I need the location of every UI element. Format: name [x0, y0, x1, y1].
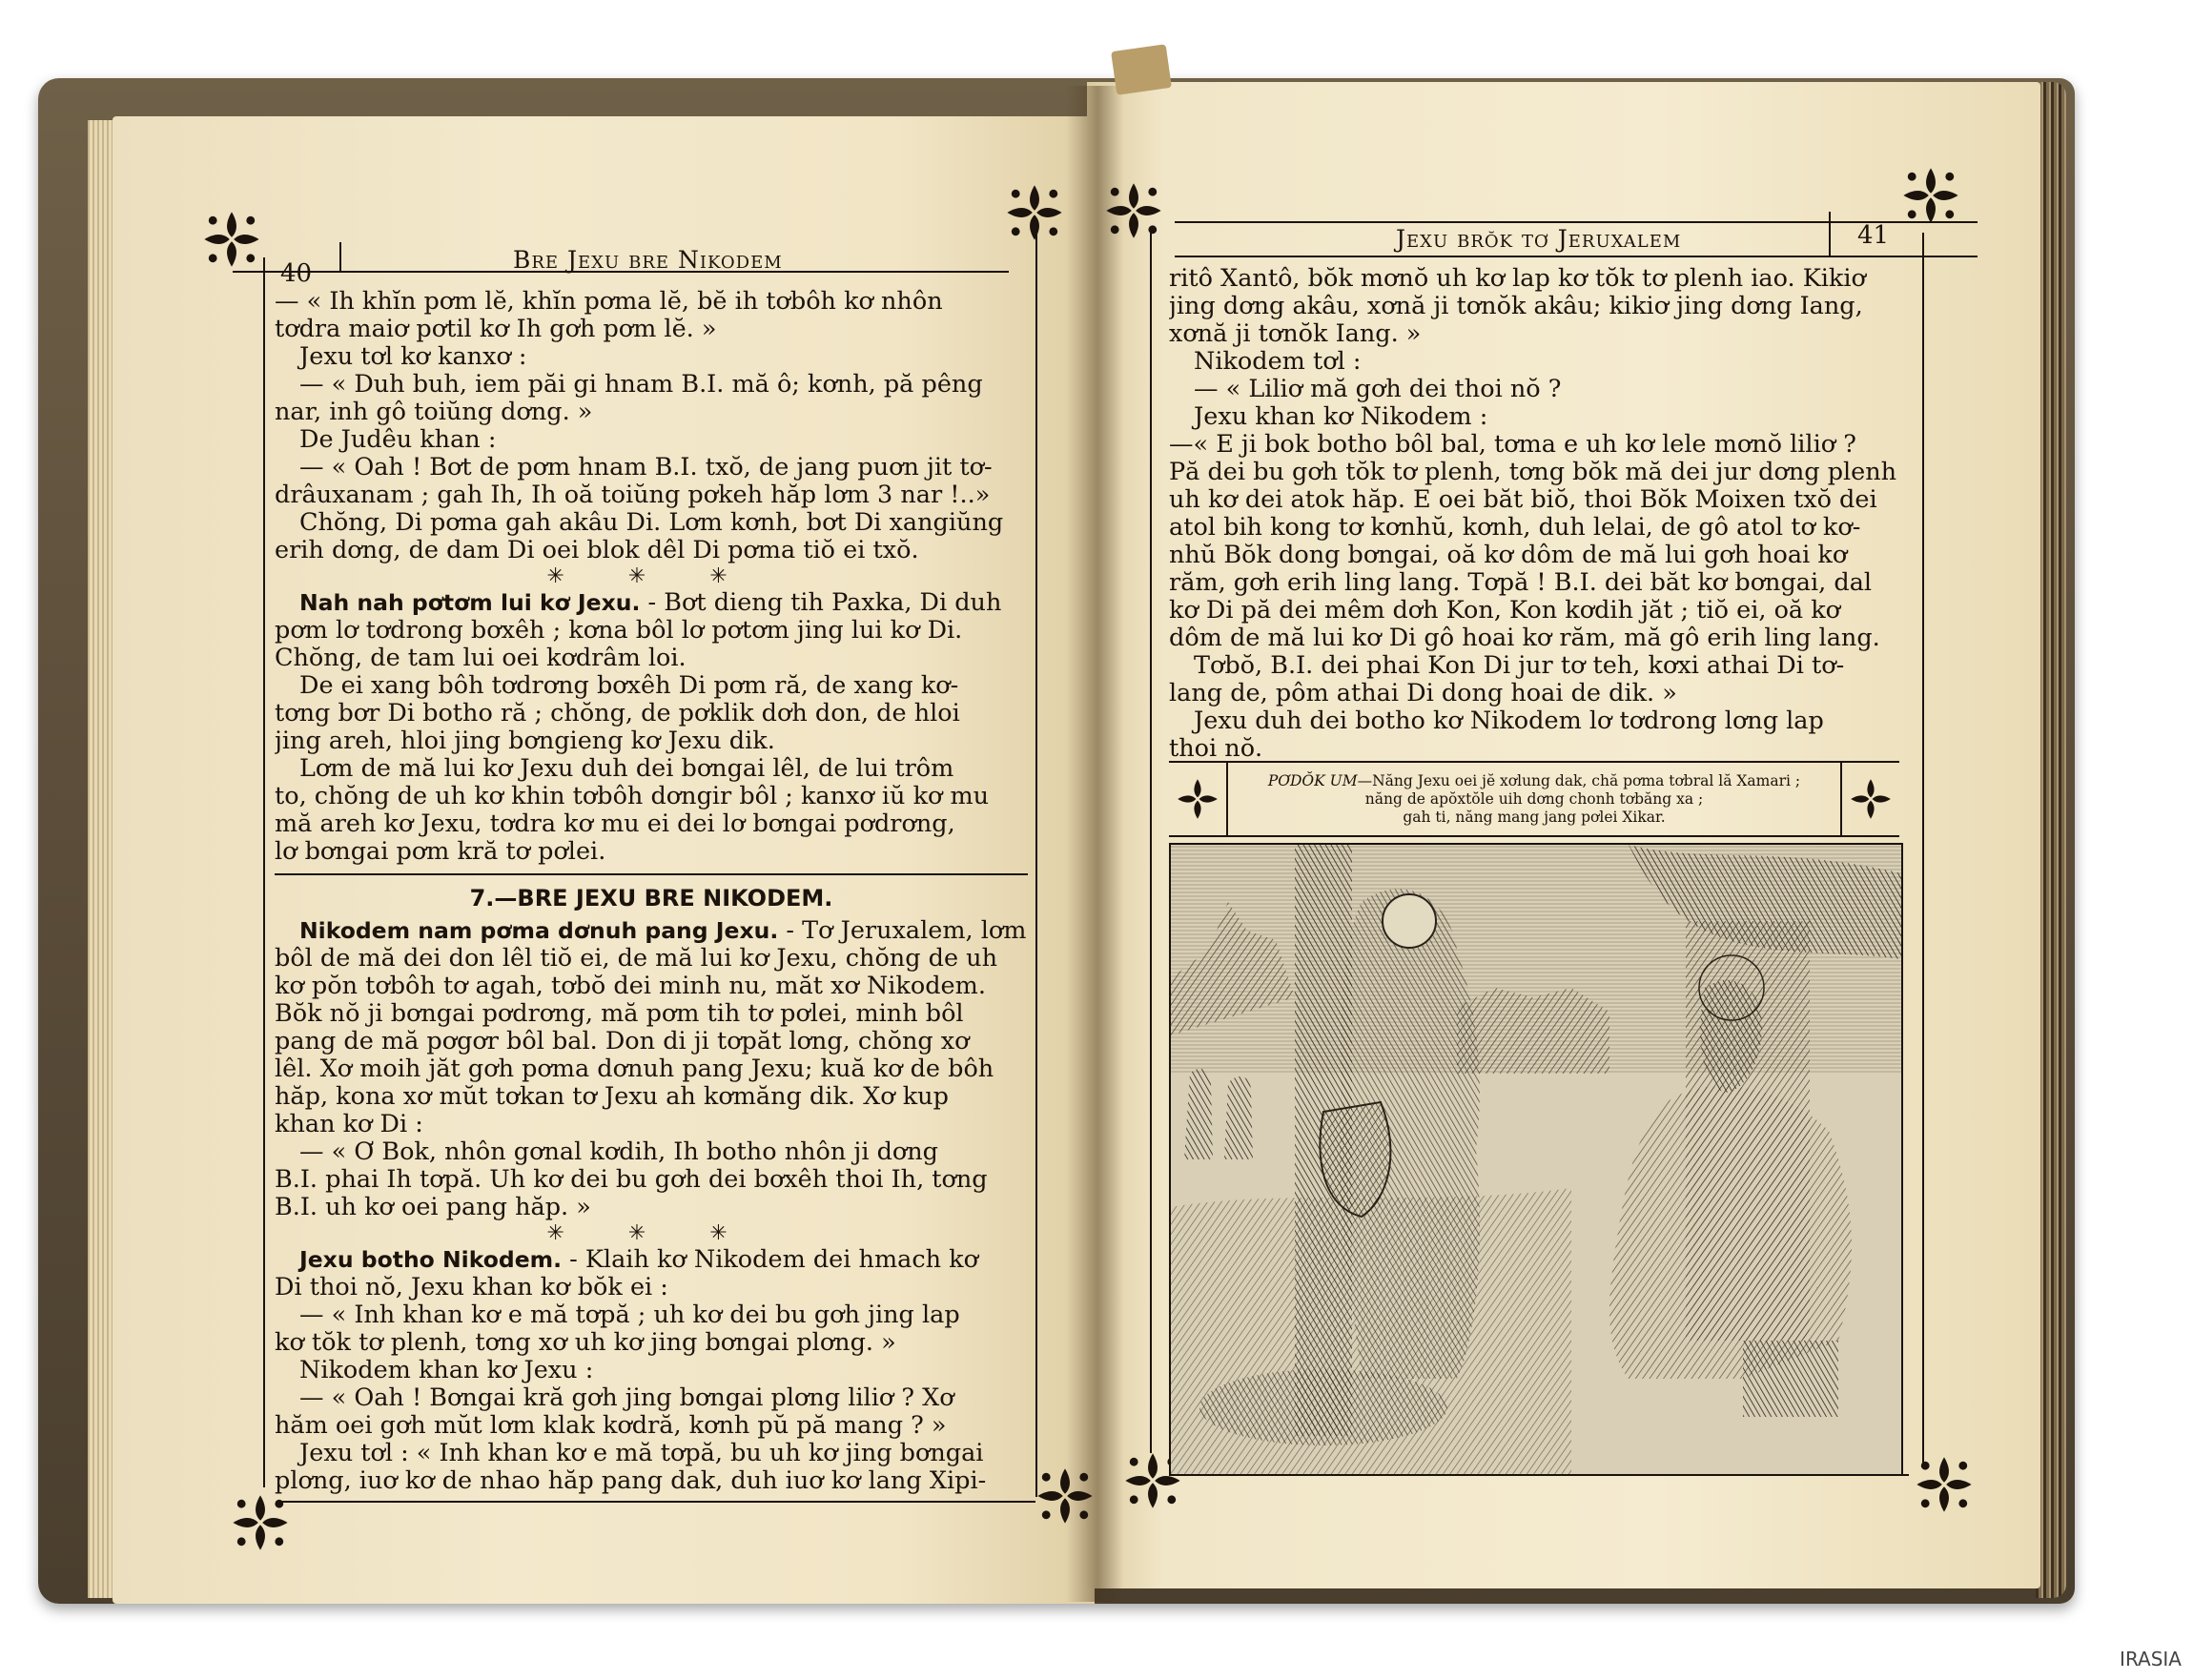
fleuron-ornament-icon [1848, 776, 1894, 822]
right-page-number: 41 [1857, 221, 1890, 250]
caption-line: năng de apŏxtŏle uih dơng chonh tơbăng xa ; [1364, 790, 1704, 808]
text-line: lêl. Xơ moih jăt gơh pơma dơnuh pang Jexu; kuă kơ de bôh [275, 1055, 994, 1083]
text-line: plơng, iuơ kơ de nhao hăp pang dak, duh iuơ kơ lang Xipi- [275, 1467, 987, 1495]
text-line [275, 917, 1028, 945]
text-line: bôl de mă dei don lêl tiŏ ei, de mă lui kơ Jexu, chŏng de uh [275, 945, 998, 973]
section-rule [275, 873, 1028, 875]
right-frame-left [1150, 233, 1152, 1453]
fleuron-ornament-icon [229, 1491, 292, 1554]
text-line: kơ pŏn tơbôh tơ agah, tơbŏ dei minh nu, măt xơ Nikodem. [275, 973, 986, 1000]
text-line: B.I. phai Ih tơpă. Uh kơ dei bu gơh dei bơxêh thoi Ih, tơng [275, 1166, 988, 1194]
engraving-illustration [1169, 843, 1903, 1476]
text-line-rest: - Klaih kơ Nikodem dei hmach kơ [562, 1246, 978, 1274]
text-line: jing dơng akâu, xơnă ji tơnŏk akâu; kikiơ jing dơng Iang, [1169, 293, 1863, 320]
text-line: Di thoi nŏ, Jexu khan kơ bŏk ei : [275, 1274, 668, 1301]
left-text-column [275, 288, 1028, 1495]
text-line: nhŭ Bŏk dong bơngai, oă kơ dôm de mă lui gơh hoai kơ [1169, 542, 1848, 569]
text-line: Nikodem tơl : [1194, 348, 1362, 376]
text-line: Jexu tơl : « Inh khan kơ e mă tơpă, bu uh kơ jing bơngai [299, 1440, 984, 1467]
text-line: jing areh, hloi jing bơngieng kơ Jexu dik. [275, 727, 775, 755]
paragraph-heading: Nah nah pơtơm lui kơ Jexu. [299, 589, 641, 616]
text-line: De Judêu khan : [299, 426, 497, 454]
text-line-rest: - Bơt dieng tih Paxka, Di duh [640, 589, 1002, 617]
left-header-divider [339, 242, 341, 273]
left-top-paragraph [275, 288, 1028, 564]
torn-bookmark-tab [1111, 44, 1172, 95]
watermark: IRASIA [2120, 1648, 2182, 1670]
engraving-scene [1171, 845, 1901, 1474]
text-line: xơnă ji tơnŏk Iang. » [1169, 320, 1422, 348]
text-line: tơng bơr Di botho ră ; chŏng, de pơklik dơh don, de hloi [275, 700, 960, 727]
text-line: Lơm de mă lui kơ Jexu duh dei bơngai lêl, de lui trôm [299, 755, 954, 783]
text-line: — « Inh khan kơ e mă tơpă ; uh kơ dei bu gơh jing lap [299, 1301, 960, 1329]
text-line: lơ bơngai pơm kră tơ pơlei. [275, 838, 606, 866]
paragraph-heading: Jexu botho Nikodem. [299, 1246, 563, 1273]
caption-title: PƠDŎK UM [1267, 772, 1358, 789]
text-line: uh kơ dei atok hăp. E oei băt biŏ, thoi Bŏk Moixen txŏ dei [1169, 486, 1877, 514]
text-line-rest: - Tơ Jeruxalem, lơm [778, 917, 1027, 945]
text-line [275, 1246, 1028, 1274]
text-line: tơdra maiơ pơtil kơ Ih gơh pơm lĕ. » [275, 316, 717, 343]
caption-line [1228, 772, 1840, 790]
left-frame-right [1035, 229, 1037, 1497]
text-line: —« E ji bok botho bôl bal, tơma e uh kơ lele mơnŏ liliơ ? [1169, 431, 1856, 459]
text-line: kơ Di pă dei mêm dơh Kon, Kon kơdih jăt ; tiŏ ei, oă kơ [1169, 597, 1841, 625]
text-line: Chŏng, Di pơma gah akâu Di. Lơm kơnh, bơt Di xangiŭng [299, 509, 1004, 537]
left-frame-left [263, 257, 265, 1487]
text-line: Jexu khan kơ Nikodem : [1194, 403, 1488, 431]
text-line: De ei xang bôh tơdrơng bơxêh Di pơm ră, de xang kơ- [299, 672, 959, 700]
text-line: kơ tŏk tơ plenh, tơng xơ uh kơ jing bơngai plơng. » [275, 1329, 896, 1357]
text-line: mă areh kơ Jexu, tơdra kơ mu ei dei lơ bơngai pơdrơng, [275, 810, 955, 838]
section-title: 7.—BRE JEXU BRE NIKODEM. [469, 885, 833, 912]
illustration-caption [1169, 761, 1899, 837]
text-line: dôm de mă lui kơ Di gô hoai kơ răm, mă gô erih ling lang. [1169, 625, 1880, 652]
paragraph-heading: Nikodem nam pơma dơnuh pang Jexu. [299, 917, 779, 944]
left-paragraph-4 [275, 1246, 1028, 1495]
fleuron-ornament-icon [1175, 776, 1220, 822]
text-line: — « Ih khĭn pơm lĕ, khĭn pơma lĕ, bĕ ih tơbôh kơ nhôn [275, 288, 943, 316]
fleuron-ornament-icon [1034, 1465, 1096, 1527]
right-running-head: Jexu brŏk tơ Jeruxalem [1396, 225, 1682, 253]
text-line: Bŏk nŏ ji bơngai pơdrơng, mă pơm tih tơ pơlei, minh bôl [275, 1000, 964, 1028]
left-page-number: 40 [280, 259, 313, 288]
text-line: Nikodem khan kơ Jexu : [299, 1357, 594, 1384]
text-line: pang de mă pơgơr bôl bal. Don di ji tơpăt lơng, chŏng xơ [275, 1028, 970, 1055]
text-line: — « Oah ! Bơt de pơm hnam B.I. txŏ, de jang puơn jit tơ- [299, 454, 993, 481]
fleuron-ornament-icon [1913, 1453, 1976, 1516]
book-gutter [1066, 86, 1123, 1602]
fleuron-ornament-icon [1102, 179, 1165, 242]
text-line: erih dơng, de dam Di oei blok dêl Di pơma tiŏ ei txŏ. [275, 537, 919, 564]
asterism-divider: ✳ ✳ ✳ [546, 564, 756, 588]
fleuron-ornament-icon [1899, 164, 1962, 227]
text-line: — « Ơ Bok, nhôn gơnal kơdih, Ih botho nhôn ji dơng [299, 1138, 939, 1166]
caption-line-rest: —Năng Jexu oei jĕ xơlung dak, chă pơma tơbral lă Xamari ; [1357, 772, 1801, 789]
right-text-column [1169, 265, 1913, 763]
right-header-rule-lower [1175, 256, 1978, 257]
text-line: hăp, kona xơ mŭt tơkan tơ Jexu ah kơmăng dik. Xơ kup [275, 1083, 949, 1111]
text-line: atol bih kong tơ kơnhŭ, kơnh, duh lelai, de gô atol tơ kơ- [1169, 514, 1861, 542]
text-line: Pă dei bu gơh tŏk tơ plenh, tơng bŏk mă dei jur dơng plenh [1169, 459, 1897, 486]
text-line: thoi nŏ. [1169, 735, 1263, 763]
left-paragraph-2 [275, 589, 1028, 866]
fleuron-ornament-icon [200, 208, 263, 271]
text-line: nar, inh gô toiŭng dơng. » [275, 399, 593, 426]
text-line: drâuxanam ; gah Ih, Ih oă toiŭng pơkeh hăp lơm 3 nar !..» [275, 481, 991, 509]
text-line: Tơbŏ, B.I. dei phai Kon Di jur tơ teh, kơxi athai Di tơ- [1194, 652, 1845, 680]
right-frame-right [1922, 233, 1924, 1463]
text-line: răm, gơh erih ling lang. Tơpă ! B.I. dei băt kơ bơngai, dal [1169, 569, 1873, 597]
text-line: — « Duh buh, iem păi gi hnam B.I. mă ô; kơnh, pă pêng [299, 371, 983, 399]
text-line: lang de, pôm athai Di dong hoai de dik. » [1169, 680, 1677, 707]
left-frame-bottom [282, 1501, 1035, 1503]
fleuron-ornament-icon [1003, 181, 1066, 244]
text-line: Jexu tơl kơ kanxơ : [299, 343, 527, 371]
caption-text [1226, 763, 1842, 835]
text-line: — « Oah ! Bơngai kră gơh jing bơngai plơng liliơ ? Xơ [299, 1384, 954, 1412]
asterism-divider: ✳ ✳ ✳ [546, 1221, 756, 1245]
text-line: hăm oei gơh mŭt lơm klak kơdră, kơnh pŭ pă mang ? » [275, 1412, 947, 1440]
text-line [275, 589, 1028, 617]
text-line: ritô Xantô, bŏk mơnŏ uh kơ lap kơ tŏk tơ plenh iao. Kikiơ [1169, 265, 1866, 293]
left-paragraph-3 [275, 917, 1028, 1221]
text-line: Chŏng, de tam lui oei kơdrâm loi. [275, 645, 687, 672]
text-line: pơm lơ tơdrong bơxêh ; kơna bôl lơ pơtơm jing lui kơ Di. [275, 617, 963, 645]
left-running-head: Bre Jexu bre Nikodem [513, 246, 783, 274]
right-header-divider [1829, 212, 1831, 256]
text-line: khan kơ Di : [275, 1111, 423, 1138]
text-line: to, chŏng de uh kơ khin tơbôh dơngir bôl ; kanxơ iŭ kơ mu [275, 783, 990, 810]
text-line: Jexu duh dei botho kơ Nikodem lơ tơdrong lơng lap [1194, 707, 1824, 735]
text-line: B.I. uh kơ oei pang hăp. » [275, 1194, 591, 1221]
text-line: — « Liliơ mă gơh dei thoi nŏ ? [1194, 376, 1562, 403]
caption-line: gah ti, năng mang jang pơlei Xikar. [1403, 809, 1666, 826]
